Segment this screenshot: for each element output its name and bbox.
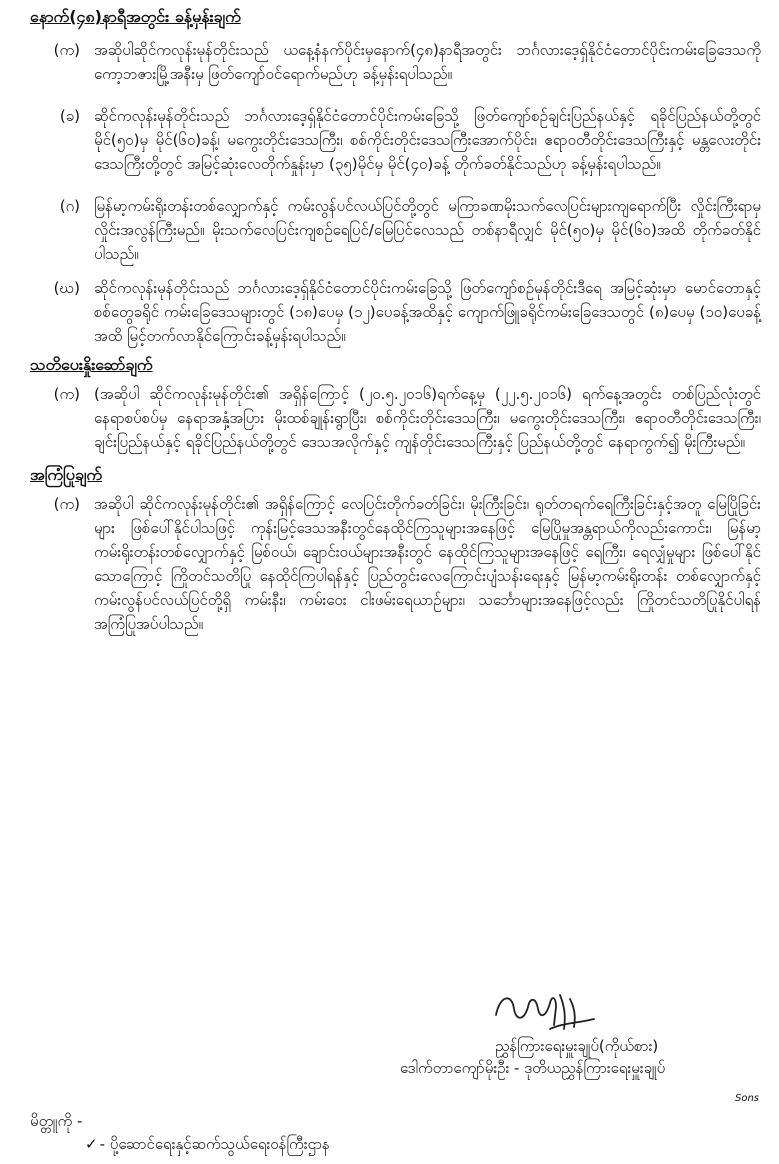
handwritten-signature: [490, 985, 600, 1035]
item-text: (အဆိုပါ ဆိုင်ကလုန်းမုန်တိုင်း၏ အရှိန်ကြောင့် (၂၀.၅.၂၀၁၆)ရက်နေ့မှ (၂၂.၅.၂၀၁၆) ရက်နေ့အတွင်း တစ်ပြည်လုံးတွင် နေရာစပ်စပ်မှ နေရာအနှံ့အပြား မိုးထစ်ချုန်းရွာပြီး၊ စစ်ကိုင်းတိုင်းဒေသကြီး၊ မကွေးတိုင်းဒေသကြီး၊ ဧရာဝတီတိုင်းဒေသကြီး၊ ချင်းပြည်နယ်နှင့် ရခိုင်ပြည်နယ်တို့တွင် ဒေသအလိုက်နှင့် ကျန်တိုင်းဒေသကြီးနှင့် ပြည်နယ်တို့တွင် နေရာကွက်၍ မိုးကြီးမည်။: [94, 385, 761, 451]
advice-item-ka: [30, 492, 761, 636]
signatory-name: ဒေါက်တာကျော်မိုးဦး - ဒုတိယညွှန်ကြားရေးမှူးချုပ်: [400, 1059, 666, 1077]
forecast-section: [30, 6, 761, 348]
item-marker: (ဃ): [53, 279, 80, 297]
item-marker: (ခ): [59, 107, 80, 125]
item-text: အဆိုပါ ဆိုင်ကလုန်းမုန်တိုင်း၏ အရှိန်ကြောင့် လေပြင်းတိုက်ခတ်ခြင်း၊ မိုးကြီးခြင်း၊ ရုတ်တရက်ရေကြီးခြင်းနှင့်အတူ မြေပြိုခြင်းများ ဖြစ်ပေါ်နိုင်ပါသဖြင့် ကုန်းမြင့်ဒေသအနီးတွင်နေထိုင်ကြသူများအနေဖြင့် မြေပြိုမှုအန္တရာယ်ကိုလည်းကောင်း၊ မြန်မာ့ကမ်းရိုးတန်းတစ်လျှောက်နှင့် မြစ်ဝယ်၊ ချောင်းဝယ်များအနီးတွင် နေထိုင်ကြသူများအနေဖြင့် ရေကြီး၊ ရေလျှံမှုများ ဖြစ်ပေါ်နိုင်သောကြောင့် ကြိုတင်သတိပြု နေထိုင်ကြပါရန်နှင့် ပြည်တွင်းလေကြောင်းပျံသန်းရေးနှင့် မြန်မာ့ကမ်းရိုးတန်း တစ်လျှောက်နှင့် ကမ်းလွန်ပင်လယ်ပြင်တို့ရှိ ကမ်းနီး၊ ကမ်းဝေး ငါးဖမ်းရေယာဉ်များ၊ သင်္ဘောများအနေဖြင့်လည်း ကြိုတင်သတိပြုနိုင်ပါရန် အကြံပြုအပ်ပါသည်။: [94, 495, 761, 633]
item-text: အဆိုပါဆိုင်ကလုန်းမုန်တိုင်းသည် ယနေ့နံနက်ပိုင်းမှနောက်(၄၈)နာရီအတွင်း ဘင်္ဂလားဒေ့ရှ်နိုင်ငံတောင်ပိုင်းကမ်းခြေဒေသကို ကော့ဘဇားမြို့အနီးမှ ဖြတ်ကျော်ဝင်ရောက်မည်ဟု ခန့်မှန်းရပါသည်။: [94, 41, 761, 83]
item-text: မြန်မာ့ကမ်းရိုးတန်းတစ်လျှောက်နှင့် ကမ်းလွန်ပင်လယ်ပြင်တို့တွင် မကြာခဏမိုးသက်လေပြင်းများကျရောက်ပြီး လှိုင်းကြီးရာမှ လှိုင်းအလွန်ကြီးမည်။ မိုးသက်လေပြင်းကျစဉ်ရေပြင်/မြေပြင်လေသည် တစ်နာရီလျှင် မိုင်(၅၀)မှ မိုင်(၆၀)အထိ တိုက်ခတ်နိုင်ပါသည်။: [94, 197, 761, 263]
warning-section: [30, 354, 761, 454]
check-mark-icon: ✓: [85, 1135, 98, 1153]
forecast-heading: နောက်(၄၈)နာရီအတွင်း ခန့်မှန်းချက်: [30, 7, 241, 26]
item-marker: (က): [53, 385, 80, 403]
forecast-item-gha: [30, 276, 761, 348]
warning-item-ka: [30, 382, 761, 454]
initials-mark: Sons: [735, 1093, 760, 1104]
copy-to-item: [85, 1133, 330, 1155]
copy-recipient: - ပို့ဆောင်ရေးနှင့်ဆက်သွယ်ရေးဝန်ကြီးဌာန: [99, 1135, 330, 1153]
item-marker: (က): [53, 41, 80, 59]
advice-heading: အကြံပြုချက်: [30, 465, 103, 484]
item-marker: (က): [53, 495, 80, 513]
forecast-item-ga: [30, 194, 761, 266]
copy-to-label: မိတ္တူကို -: [30, 1112, 83, 1130]
warning-heading: သတိပေးနှိုးဆော်ချက်: [30, 355, 153, 374]
advice-section: [30, 464, 761, 636]
item-marker: (ဂ): [59, 197, 80, 215]
forecast-item-kha: [30, 104, 761, 176]
item-text: ဆိုင်ကလုန်းမုန်တိုင်းသည် ဘင်္ဂလားဒေ့ရှ်နိုင်ငံတောင်ပိုင်းကမ်းခြေသို့ ဖြတ်ကျော်စဉ်မုန်တိုင်းဒီရေ အမြင့်ဆုံးမှာ မောင်တောနှင့် စစ်တွေခရိုင် ကမ်းခြေဒေသများတွင် (၁၈)ပေမှ (၁၂)ပေခန့်အထိနှင့် ကျောက်ဖြူခရိုင်ကမ်းခြေဒေသတွင် (၈)ပေမှ (၁၀)ပေခန့်အထိ မြင့်တက်လာနိုင်ကြောင်းခန့်မှန်းရပါသည်။: [94, 279, 761, 345]
item-text: ဆိုင်ကလုန်းမုန်တိုင်းသည် ဘင်္ဂလားဒေ့ရှ်နိုင်ငံတောင်ပိုင်းကမ်းခြေသို့ ဖြတ်ကျော်စဉ်ချင်းပြည်နယ်နှင့် ရခိုင်ပြည်နယ်တို့တွင် မိုင်(၅၀)မှ မိုင်(၆၀)ခန့်၊ မကွေးတိုင်းဒေသကြီး၊ စစ်ကိုင်းတိုင်းဒေသကြီးအောက်ပိုင်း၊ ဧရာဝတီတိုင်းဒေသကြီးနှင့် မန္တလေးတိုင်းဒေသကြီးတို့တွင် အမြင့်ဆုံးလေတိုက်နှုန်းမှာ (၃၅)မိုင်မှ မိုင်(၄၀)ခန့် တိုက်ခတ်နိုင်သည်ဟု ခန့်မှန်းရပါသည်။: [94, 107, 761, 173]
forecast-item-ka: [30, 38, 761, 86]
signatory-title: ညွှန်ကြားရေးမှူးချုပ်(ကိုယ်စား): [495, 1037, 659, 1055]
